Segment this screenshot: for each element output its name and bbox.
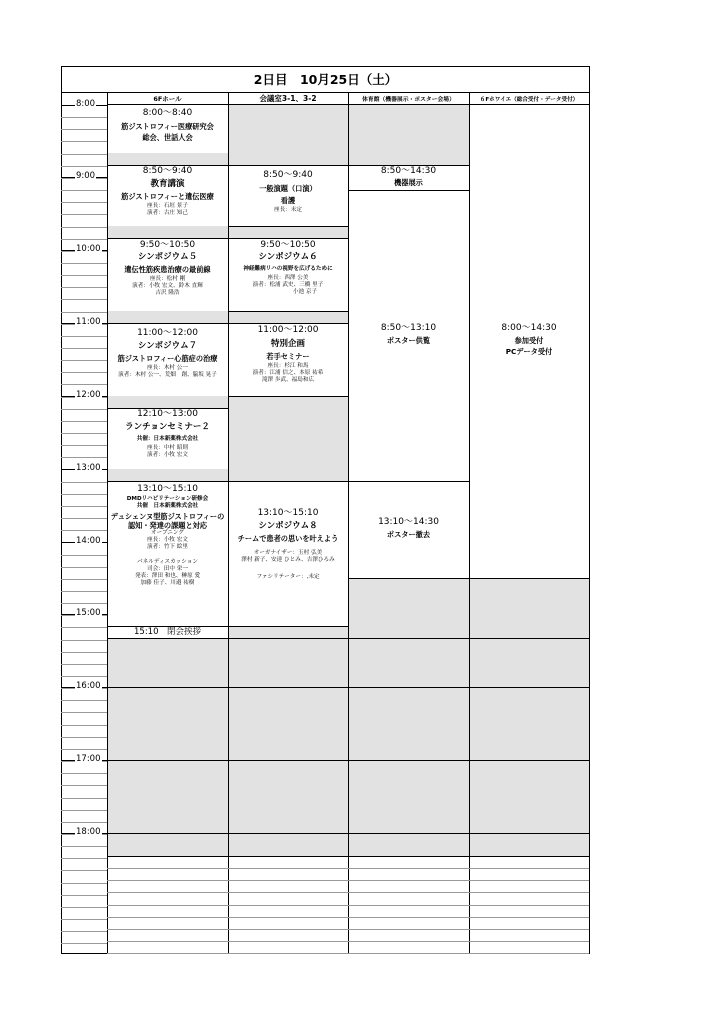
session-time: 13:10～15:10 (257, 508, 319, 518)
session-separator (228, 638, 348, 639)
session-speaker: 演者：木村 公一、荒畑 創、脇坂 晃子 (118, 371, 217, 378)
grid-line (61, 652, 107, 653)
session-subtitle: 総会、世話人会 (142, 133, 193, 143)
gym-gray-morning (348, 105, 469, 165)
grid-line (61, 931, 107, 932)
session-speaker: 吉沢 隆浩 (155, 289, 180, 296)
grid-line (61, 227, 107, 228)
session-time: 8:50～9:40 (142, 166, 193, 176)
grid-line (61, 202, 107, 203)
room-session-young-seminar (229, 325, 347, 395)
room-session-oral-nursing (229, 170, 347, 225)
session-time: 9:50～10:50 (260, 240, 316, 250)
column-header-foyer: ６Fホワイエ（総合受付・データ受付） (469, 93, 589, 105)
grid-line (107, 905, 589, 906)
grid-line (107, 929, 589, 930)
grid-line (61, 190, 107, 191)
session-time: 8:00～8:40 (142, 108, 193, 118)
hall-session-education-lecture (108, 166, 227, 225)
session-subtitle: 筋ジストロフィー心筋症の治療 (117, 353, 218, 363)
grid-line (61, 591, 107, 592)
grid-line (61, 943, 107, 944)
grid-line (61, 640, 107, 641)
hall-session-general-meeting (108, 108, 227, 152)
session-chair: 座長：未定 (274, 207, 302, 214)
gym-divider (348, 481, 469, 482)
grid-line (61, 603, 107, 604)
grid-line (61, 785, 107, 786)
session-title: 機器展示 (394, 178, 423, 188)
session-opening: オープニング (151, 530, 184, 537)
session-separator (469, 578, 589, 579)
session-time: 11:00～12:00 (137, 328, 198, 338)
session-subtitle: 若手セミナー (266, 351, 310, 361)
grid-line (61, 773, 107, 774)
session-separator (228, 238, 348, 239)
grid-line (61, 141, 107, 142)
session-title: ポスター供覧 (386, 336, 431, 346)
session-speaker: 小池 京子 (292, 288, 318, 295)
grid-line (107, 892, 589, 893)
session-title: シンポジウム７ (137, 341, 198, 352)
grid-line (61, 348, 107, 349)
session-presenter: 加藤 佳子、川邉 祐樹 (140, 580, 195, 587)
grid-line (61, 239, 107, 240)
grid-line (61, 299, 107, 300)
grid-line (61, 737, 107, 738)
session-chair: 座長：小牧 宏文 (147, 537, 188, 544)
session-separator (228, 626, 348, 627)
grid-line (107, 880, 589, 881)
session-separator (228, 396, 348, 397)
hall-session-closing: 15:10 閉会挨拶 (108, 627, 227, 638)
grid-line (61, 336, 107, 337)
grid-line (61, 822, 107, 823)
grid-line (61, 567, 107, 568)
grid-line (61, 166, 107, 167)
session-separator (107, 638, 228, 639)
session-time: 9:50～10:50 (139, 240, 196, 250)
grid-line (61, 798, 107, 799)
hall-gray-break1 (107, 153, 228, 165)
session-time: 11:00～12:00 (257, 325, 319, 335)
session-separator (228, 481, 348, 482)
session-time: 8:50～9:40 (263, 170, 313, 180)
grid-line (61, 506, 107, 507)
session-chair: 座長：石垣 景子 (147, 202, 188, 209)
column-header-hall: 6Fホール (107, 93, 228, 105)
session-subtitle: チームで患者の思いを叶えよう (237, 533, 339, 543)
session-time: 12:10～13:00 (137, 409, 198, 419)
session-chair: 座長：松村 剛 (149, 275, 186, 282)
session-chair: 座長：西澤 公美 (267, 274, 309, 281)
session-subtitle: 遺伝性筋疾患治療の最前線 (124, 264, 211, 274)
session-speaker: 演者：松浦 武史、三橋 里子 (252, 281, 324, 288)
grid-line (61, 518, 107, 519)
grid-line (61, 263, 107, 264)
session-time: 8:50～13:10 (380, 323, 437, 333)
session-moderator: 司会：田中 栄一 (147, 566, 188, 573)
hall-session-symposium-5 (108, 240, 227, 310)
room-session-symposium-8 (229, 508, 347, 608)
session-chair: 座長：中村 昭則 (147, 444, 188, 451)
gym-session-poster-removal (349, 517, 468, 545)
gym-session-poster-viewing (349, 323, 468, 353)
session-title: 特別企画 (270, 339, 305, 350)
column-header-gym: 体育館（機器展示・ポスター会場） (348, 93, 469, 105)
session-organizer: オーガナイザー：玉村 弘美 (253, 549, 323, 556)
session-organizer: DMDリハビリテーション研修会 (126, 496, 209, 503)
grid-line (61, 676, 107, 677)
session-panel-discussion: パネルディスカッション (137, 559, 198, 566)
grid-line (61, 895, 107, 896)
session-separator (348, 578, 469, 579)
grid-line (61, 846, 107, 847)
grid-line (61, 579, 107, 580)
grid-line (61, 117, 107, 118)
session-title: シンポジウム８ (258, 521, 318, 532)
session-subtitle: 看護 (280, 196, 296, 206)
session-separator (469, 638, 589, 639)
grid-line (61, 384, 107, 385)
session-separator (228, 311, 348, 312)
grid-line (61, 810, 107, 811)
session-organizer: 澤村 新子、安達 ひとみ、吉澤ひろみ (241, 556, 335, 563)
grid-line (61, 129, 107, 130)
session-cosponsor: 共催：日本新薬株式会社 (136, 435, 199, 442)
grid-line (61, 700, 107, 701)
divider-gym (469, 93, 470, 954)
session-title: ランチョンセミナー２ (125, 422, 210, 433)
grid-line (61, 870, 107, 871)
grid-line (61, 664, 107, 665)
session-separator (228, 323, 348, 324)
grid-line (61, 725, 107, 726)
session-title: 参加受付 (514, 336, 544, 346)
session-title: シンポジウム６ (258, 252, 318, 263)
hall-gray-break5 (107, 469, 228, 481)
gym-session-equipment-exhibit (349, 166, 468, 190)
grid-line (61, 433, 107, 434)
hall-session-dmd-rehab (108, 484, 227, 625)
session-title: ポスター撤去 (386, 530, 431, 540)
session-time: 8:50～14:30 (380, 166, 437, 176)
session-title: 教育講演 (150, 179, 185, 190)
session-speaker: 滝澤 歩武、福島和広 (261, 376, 315, 383)
session-chair: 座長：杉江 和馬 (267, 362, 309, 369)
room-gray-close (228, 626, 348, 638)
grid-line (61, 312, 107, 313)
session-title: 筋ジストロフィー医療研究会 (121, 122, 214, 132)
hall-session-luncheon-seminar (108, 409, 227, 468)
session-chair: 座長：木村 公一 (147, 364, 188, 371)
hour-line (107, 687, 589, 688)
grid-line (61, 919, 107, 920)
session-separator (228, 165, 348, 166)
grid-line (61, 883, 107, 884)
hall-gray-break3 (107, 311, 228, 323)
grid-line (61, 712, 107, 713)
session-time: 13:10～15:10 (137, 484, 198, 494)
hall-session-symposium-7 (108, 328, 227, 395)
grid-line (61, 482, 107, 483)
session-speaker: 演者：竹下 絵里 (147, 544, 188, 551)
hour-line (107, 856, 589, 857)
grid-line (107, 917, 589, 918)
session-speaker: 演者：小牧 宏文 (147, 451, 188, 458)
foyer-session-registration (470, 323, 588, 367)
session-cosponsor: 共催 日本新薬株式会社 (136, 503, 199, 510)
grid-line (61, 372, 107, 373)
session-time: 8:00～14:30 (501, 323, 557, 333)
room-gray-morning (228, 105, 348, 165)
session-title: シンポジウム５ (137, 252, 198, 263)
grid-line (61, 858, 107, 859)
grid-line (61, 749, 107, 750)
hour-line (107, 760, 589, 761)
session-subtitle: 筋ジストロフィーと遺伝医療 (121, 191, 214, 201)
grid-line (61, 275, 107, 276)
room-session-symposium-6 (229, 240, 347, 310)
hour-line (107, 833, 589, 834)
room-gray-break2 (228, 226, 348, 238)
session-subtitle: PCデータ受付 (505, 347, 553, 357)
page-title: 2日目 10月25日（土） (61, 66, 590, 93)
grid-line (107, 941, 589, 942)
grid-line (107, 868, 589, 869)
grid-line (61, 421, 107, 422)
grid-line (61, 530, 107, 531)
session-separator (348, 638, 469, 639)
session-separator (107, 323, 228, 324)
session-presenter: 発表：澤田 和也、榊原 愛 (134, 573, 201, 580)
grid-line (107, 953, 589, 954)
session-separator (107, 238, 228, 239)
session-speaker: 演者：江浦 信之、本原 祐希 (252, 369, 324, 376)
session-subtitle: 神経難病リハの視野を広げるために (243, 265, 333, 272)
grid-line (61, 907, 107, 908)
session-title: デュシェンヌ型筋ジストロフィーの (110, 512, 225, 522)
session-facilitator: ファシリテーター：,未定 (256, 573, 320, 580)
grid-line (61, 154, 107, 155)
grid-line (61, 214, 107, 215)
session-speaker: 演者：古庄 知己 (147, 209, 188, 216)
grid-line (61, 287, 107, 288)
grid-line (61, 457, 107, 458)
column-header-room: 会議室3-1、3-2 (228, 93, 348, 105)
room-gray-lunch (228, 396, 348, 482)
gym-divider (348, 190, 469, 191)
grid-line (61, 555, 107, 556)
hall-gray-break4 (107, 396, 228, 408)
session-time: 13:10～14:30 (378, 517, 439, 527)
grid-line (61, 494, 107, 495)
grid-line (61, 409, 107, 410)
hall-gray-break2 (107, 226, 228, 238)
grid-line (61, 627, 107, 628)
session-separator (107, 481, 228, 482)
grid-line (61, 445, 107, 446)
room-gray-break3 (228, 311, 348, 323)
session-title: 一般演題（口演） (259, 184, 317, 194)
grid-line (61, 360, 107, 361)
session-separator (228, 226, 348, 227)
session-speaker: 演者：小牧 宏文、鈴木 直輝 (132, 282, 203, 289)
session-subtitle: 認知・発達の課題と対応 (127, 521, 208, 531)
